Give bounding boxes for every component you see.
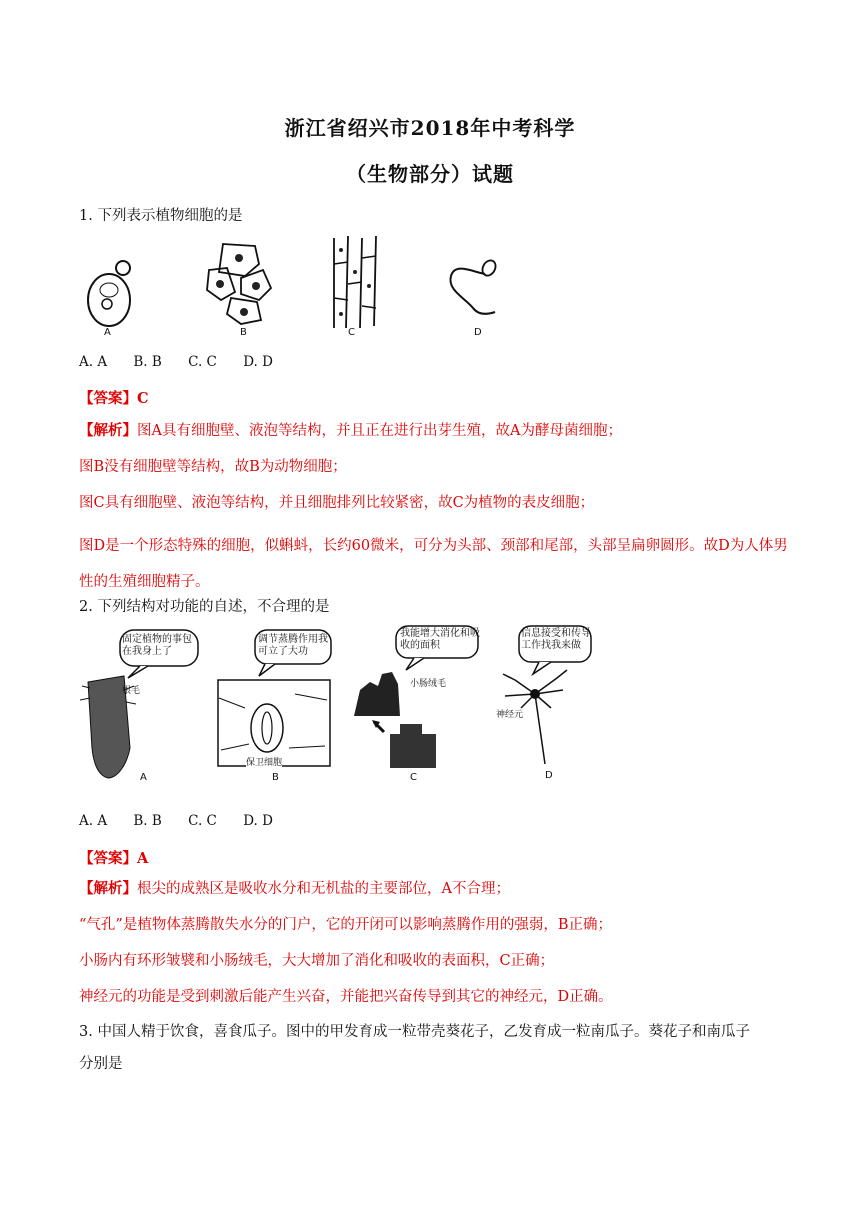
speech-bubble-b: 调节蒸腾作用我可立了大功 [258,634,328,657]
option-b[interactable]: B. B [133,813,162,829]
figure-label-d: D [545,770,553,781]
figure-text-villi: 小肠绒毛 [410,679,447,689]
figure-text-guard-cell: 保卫细胞 [246,755,282,768]
figure-label-d: D [474,327,482,338]
question-3-stem-line-1: 3. 中国人精于饮食，喜食瓜子。图中的甲发育成一粒带壳葵花子，乙发育成一粒南瓜子。葵花子和南瓜子 [79,1024,750,1040]
yeast-cell-figure [85,252,145,342]
option-c[interactable]: C. C [188,813,217,829]
analysis-line: 图B没有细胞壁等结构，故B为动物细胞； [79,459,347,475]
answer-tag: 【答案】 [79,850,137,867]
question-1-options [79,354,295,370]
question-1-analysis [79,420,794,600]
analysis-tag: 【解析】 [79,422,137,439]
speech-bubble-c: 我能增大消化和吸收的面积 [400,628,480,651]
analysis-line: 根尖的成熟区是吸收水分和无机盐的主要部位，A不合理； [137,881,510,897]
figure-label-b: B [240,327,247,338]
plant-epidermis-figure [330,236,380,331]
analysis-tag: 【解析】 [79,880,137,897]
figure-text-neuron: 神经元 [496,710,524,720]
question-2-answer [79,847,148,868]
option-c[interactable]: C. C [188,354,217,370]
sperm-cell-figure [445,258,505,318]
animal-cells-figure [205,240,280,330]
page-title: 浙江省绍兴市2018年中考科学 [284,116,576,140]
figure-label-a: A [140,772,147,783]
analysis-line: 小肠内有环形皱襞和小肠绒毛，大大增加了消化和吸收的表面积，C正确； [79,953,555,969]
analysis-line: 图D是一个形态特殊的细胞，似蝌蚪，长约60微米，可分为头部、颈部和尾部，头部呈扁卵圆形。故D为人体男性的生殖细胞精子。 [79,538,788,590]
figure-label-c: C [348,327,355,338]
question-2-options [79,813,295,829]
option-a[interactable]: A. A [79,813,108,829]
analysis-line: 神经元的功能是受到刺激后能产生兴奋，并能把兴奋传导到其它的神经元，D正确。 [79,989,613,1005]
question-2-analysis [79,878,794,1008]
analysis-line: “气孔”是植物体蒸腾散失水分的门户，它的开闭可以影响蒸腾作用的强弱，B正确； [79,917,612,933]
analysis-line: 图C具有细胞壁、液泡等结构，并且细胞排列比较紧密，故C为植物的表皮细胞； [79,495,595,511]
analysis-line: 图A具有细胞壁、液泡等结构，并且正在进行出芽生殖，故A为酵母菌细胞； [137,423,622,439]
option-a[interactable]: A. A [79,354,108,370]
figure-label-b: B [272,772,279,783]
figure-label-a: A [104,327,111,338]
answer-value: A [137,850,149,867]
question-1-stem: 1. 下列表示植物细胞的是 [79,208,243,224]
speech-bubble-d: 信息接受和传导工作找我来做 [521,628,591,651]
page-subtitle: （生物部分）试题 [346,162,514,186]
question-2-stem: 2. 下列结构对功能的自述，不合理的是 [79,599,330,615]
speech-bubble-a: 固定植物的事包在我身上了 [122,634,192,657]
answer-tag: 【答案】 [79,390,137,407]
question-3-stem-line-2: 分别是 [79,1056,123,1072]
option-d[interactable]: D. D [243,354,273,370]
figure-text-root-hair: 根毛 [122,686,141,696]
answer-value: C [137,390,149,407]
question-1-answer [79,387,149,408]
option-d[interactable]: D. D [243,813,273,829]
option-b[interactable]: B. B [133,354,162,370]
figure-label-c: C [410,772,417,783]
